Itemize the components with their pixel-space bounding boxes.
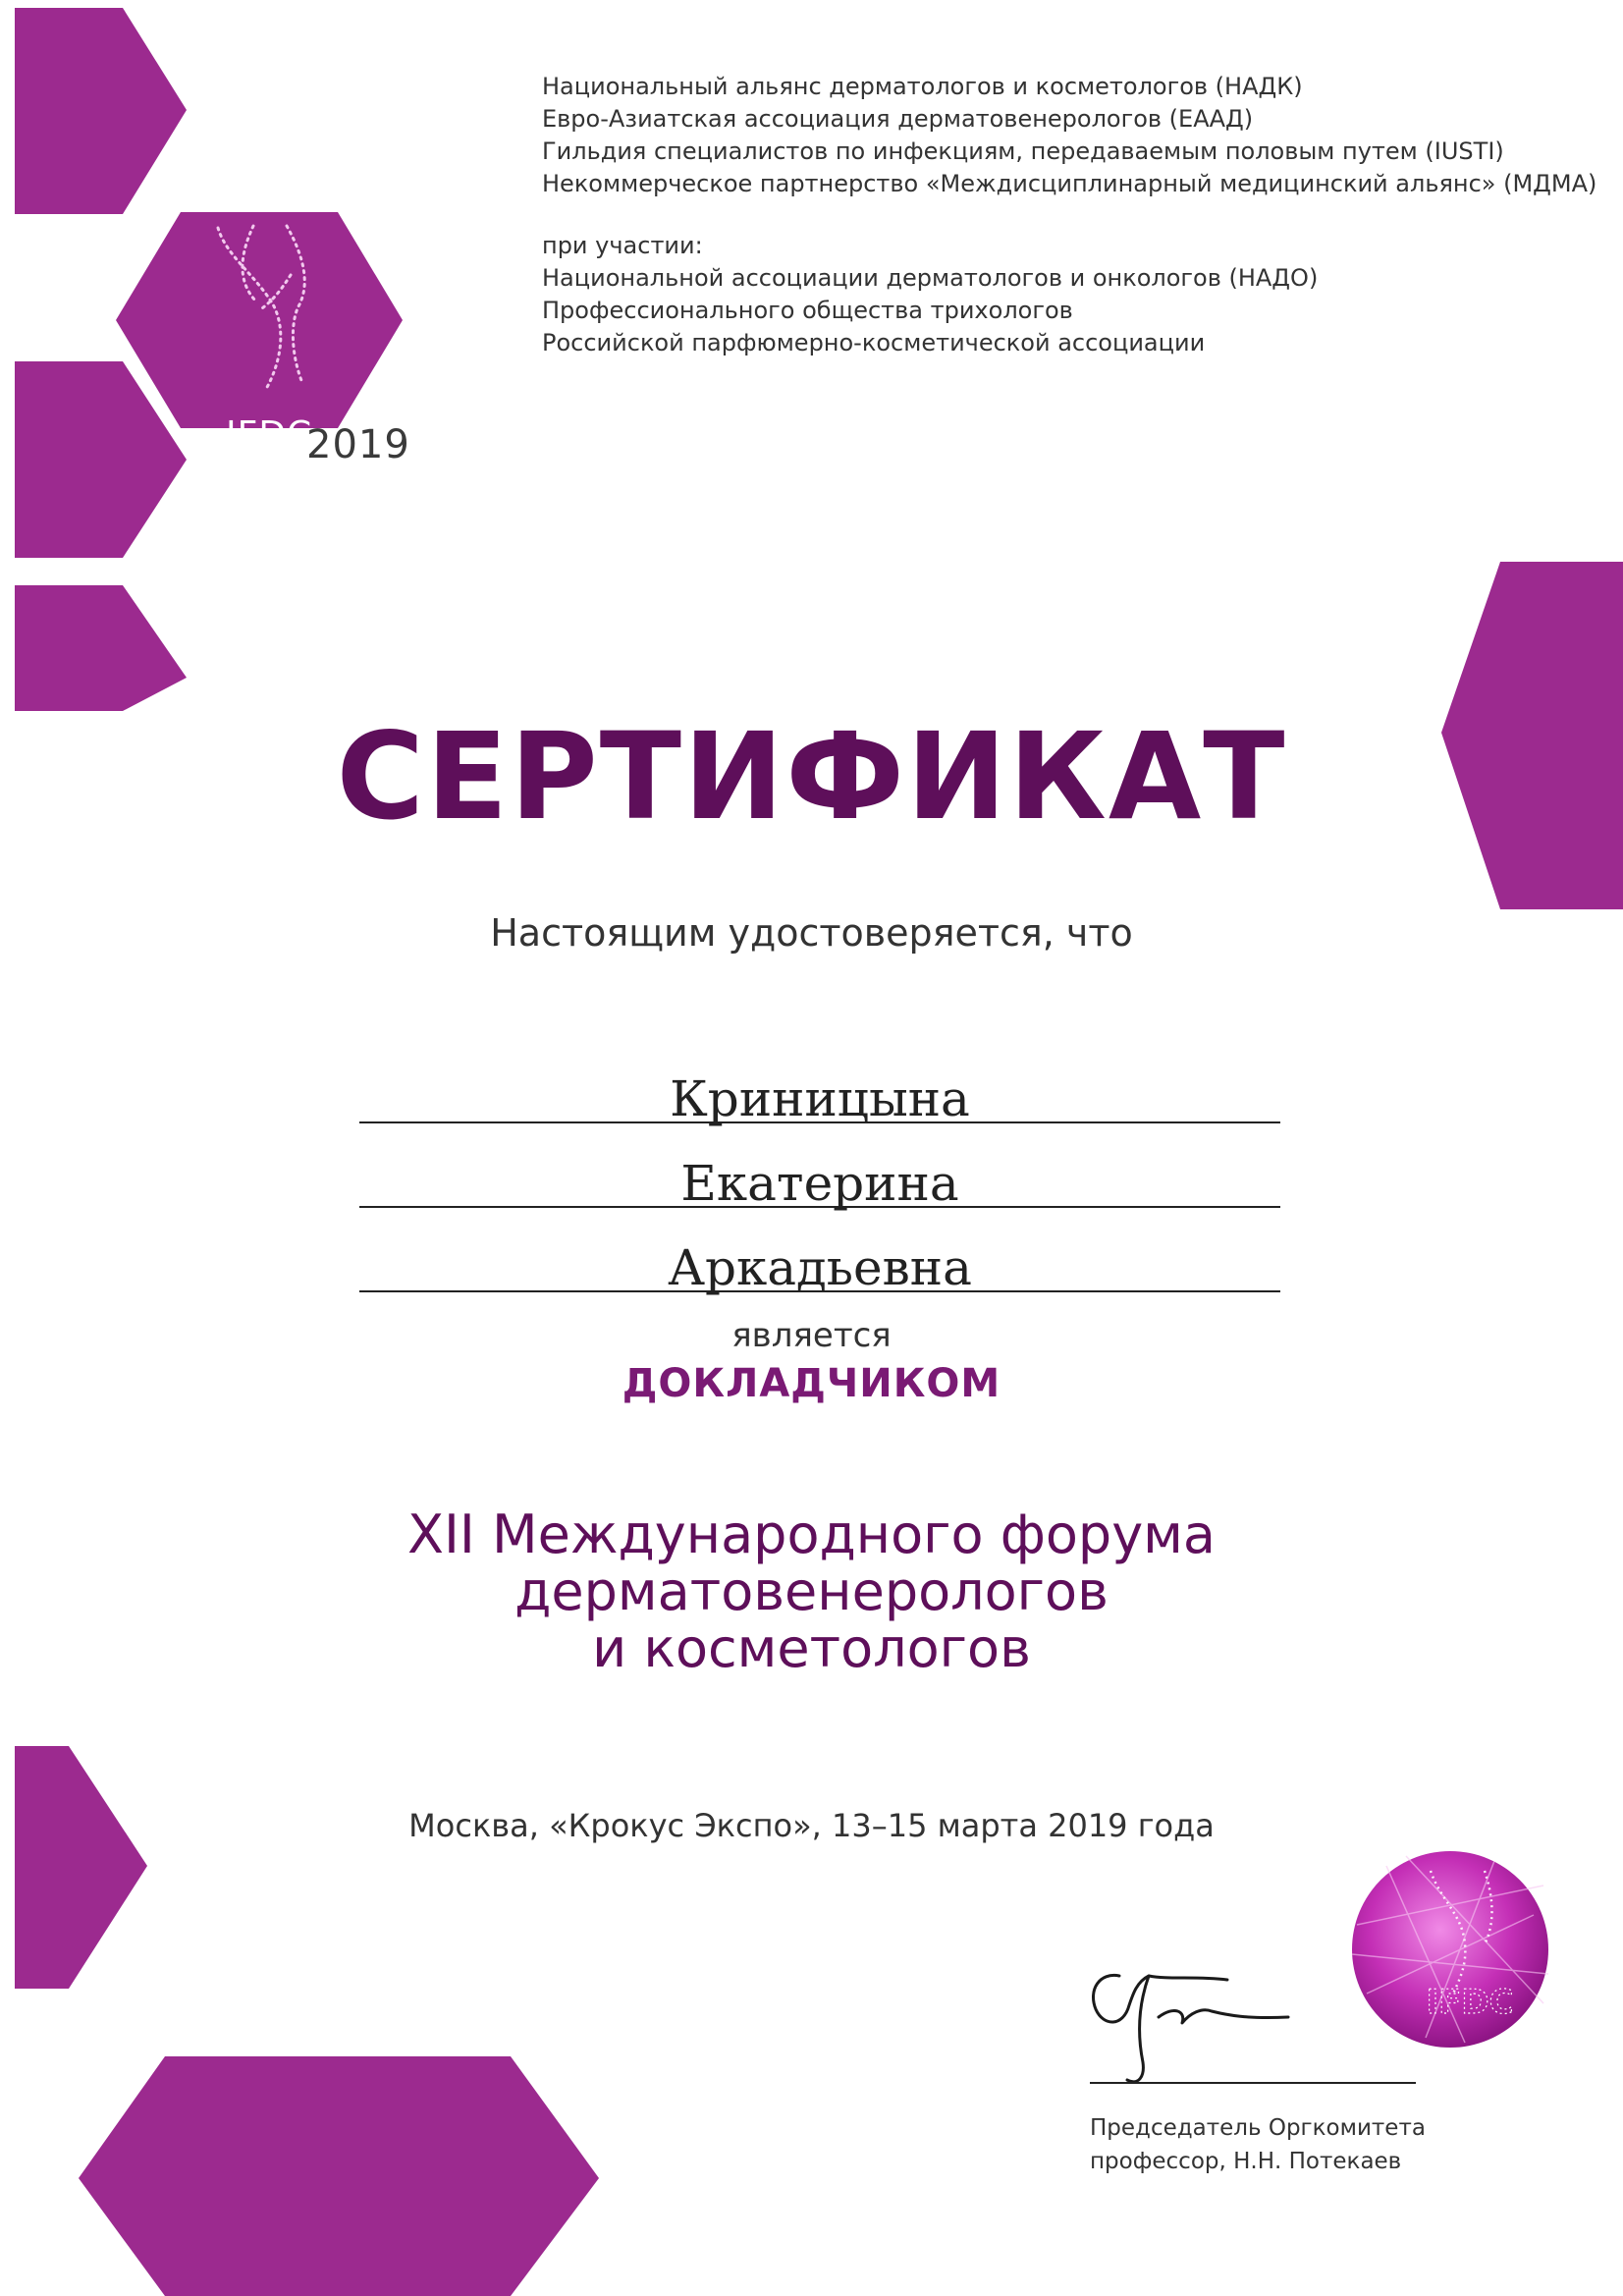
seal-text: IFDC xyxy=(1426,1983,1514,2022)
holographic-seal xyxy=(1347,1846,1553,2052)
forum-line: и косметологов xyxy=(592,1617,1031,1679)
organizer-line: Национальный альянс дерматологов и косметологов (НАДК) xyxy=(542,73,1303,100)
participation-label: при участии: xyxy=(542,232,703,259)
logo-wordmark: IFDC xyxy=(226,414,313,455)
recipient-patronymic: Аркадьевна xyxy=(668,1239,972,1296)
hexagon-left-lower xyxy=(15,585,187,711)
recipient-first-name-line xyxy=(359,1137,1280,1212)
participant-line: Российской парфюмерно-косметической ассоциации xyxy=(542,329,1206,356)
forum-line: XII Международного форума xyxy=(407,1503,1216,1565)
participant-line: Профессионального общества трихологов xyxy=(542,297,1073,324)
certificate-title: СЕРТИФИКАТ xyxy=(336,707,1287,847)
intro-text: Настоящим удостоверяется, что xyxy=(490,911,1133,955)
recipient-patronymic-line xyxy=(359,1222,1280,1296)
organizer-line: Некоммерческое партнерство «Междисциплинарный медицинский альянс» (МДМА) xyxy=(542,170,1597,197)
hexagon-top-left xyxy=(15,8,187,214)
organizer-line: Евро-Азиатская ассоциация дерматовенерологов (ЕААД) xyxy=(542,105,1254,133)
logo-year: 2019 xyxy=(306,422,410,467)
signature-line xyxy=(1090,2082,1416,2084)
forum-line: дерматовенерологов xyxy=(514,1560,1109,1622)
status-prefix: является xyxy=(731,1316,892,1355)
recipient-surname-line xyxy=(359,1053,1280,1127)
signatory-name: профессор, Н.Н. Потекаев xyxy=(1090,2149,1402,2174)
recipient-surname: Криницына xyxy=(670,1070,970,1127)
signature xyxy=(1080,1954,1296,2092)
role-label: ДОКЛАДЧИКОМ xyxy=(622,1361,1001,1406)
ifdc-logo xyxy=(226,405,422,467)
event-location-date: Москва, «Крокус Экспо», 13–15 марта 2019 года xyxy=(408,1807,1215,1844)
forum-name xyxy=(0,1503,1623,1679)
hexagon-bottom-big xyxy=(79,2056,599,2296)
signatory-caption xyxy=(1090,2111,1426,2178)
organizer-line: Гильдия специалистов по инфекциям, передаваемым половым путем (IUSTI) xyxy=(542,137,1504,165)
recipient-first-name: Екатерина xyxy=(680,1155,959,1212)
signatory-position: Председатель Оргкомитета xyxy=(1090,2115,1426,2141)
hexagon-bottom-left-small xyxy=(15,1746,147,1989)
organizers-block xyxy=(542,71,1596,359)
dotted-figure-icon xyxy=(196,216,334,403)
participant-line: Национальной ассоциации дерматологов и онкологов (НАДО) xyxy=(542,264,1319,292)
